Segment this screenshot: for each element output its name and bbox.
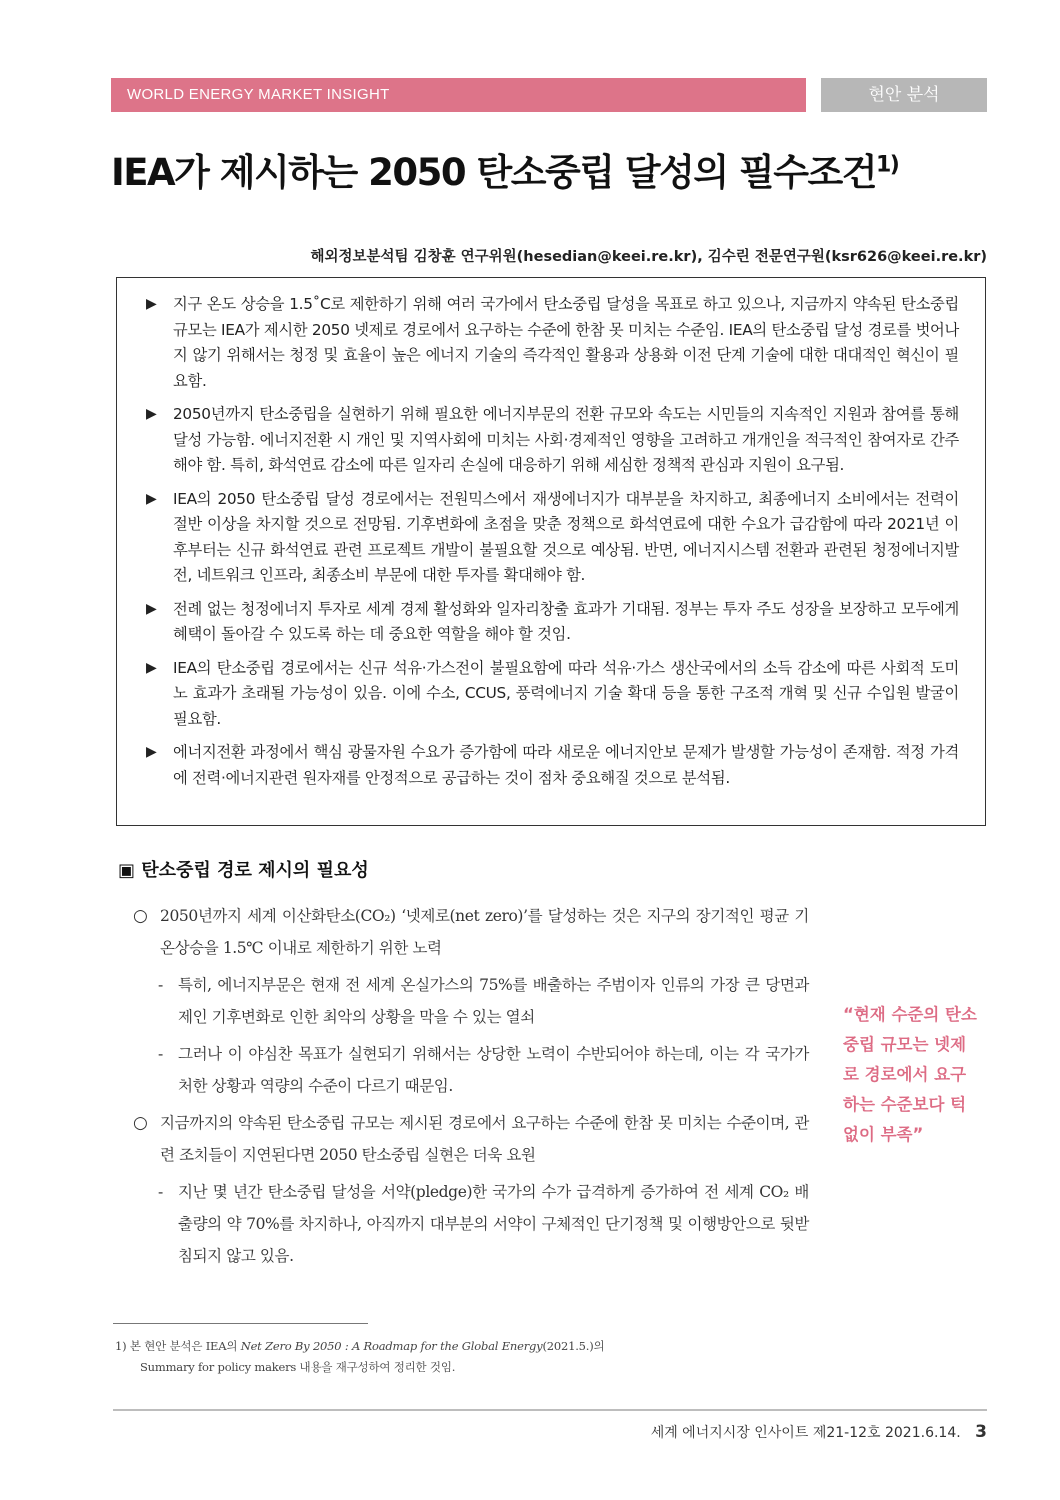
paragraph-text: 2050년까지 세계 이산화탄소(CO₂) ‘넷제로(net zero)’를 달성하는 것은 지구의 장기적인 평균 기온상승을 1.5℃ 이내로 제한하기 위한 노력 <box>160 907 809 957</box>
triangle-bullet-icon: ▶ <box>146 659 157 676</box>
section-title: 탄소중립 경로 제시의 필요성 <box>141 860 369 881</box>
summary-text: 전례 없는 청정에너지 투자로 세계 경제 활성화와 일자리창출 효과가 기대됨. 정부는 투자 주도 성장을 보장하고 모두에게 혜택이 돌아갈 수 있도록 하는 데 중요한 역할을 해야 할 것임. <box>173 599 959 643</box>
sub-paragraph-text: 특히, 에너지부문은 현재 전 세계 온실가스의 75%를 배출하는 주범이자 인류의 가장 큰 당면과제인 기후변화로 인한 최악의 상황을 막을 수 있는 열쇠 <box>178 976 809 1026</box>
square-marker-icon: ▣ <box>118 860 136 881</box>
summary-item <box>146 740 959 791</box>
section-heading <box>118 856 369 882</box>
sub-paragraph <box>133 1176 809 1272</box>
footnote-suffix: (2021.5.)의 <box>542 1339 605 1353</box>
title-footnote-mark[interactable]: 1) <box>875 152 899 178</box>
footnote-source-title: Net Zero By 2050 : A Roadmap for the Global Energy <box>240 1339 543 1353</box>
sub-paragraph <box>133 969 809 1033</box>
footnote-line-2: Summary for policy makers 내용을 재구성하여 정리한 것임. <box>140 1360 456 1374</box>
sub-paragraph <box>133 1038 809 1102</box>
summary-box <box>116 277 986 826</box>
triangle-bullet-icon: ▶ <box>146 406 157 422</box>
authors-line: 해외정보분석팀 김창훈 연구위원(hesedian@keei.re.kr), 김수린 전문연구원(ksr626@keei.re.kr) <box>310 249 987 265</box>
triangle-bullet-icon: ▶ <box>146 296 157 312</box>
footnote-prefix: 본 현안 분석은 IEA의 <box>129 1339 238 1353</box>
paragraph <box>133 1107 809 1171</box>
dash-bullet-icon: - <box>158 1045 163 1063</box>
title-text: IEA가 제시하는 2050 탄소중립 달성의 필수조건 <box>111 151 876 194</box>
footer-divider <box>113 1409 987 1411</box>
page-title <box>111 142 991 196</box>
footnote-mark: 1) <box>115 1339 127 1353</box>
paragraph <box>133 900 809 964</box>
summary-text: IEA의 2050 탄소중립 달성 경로에서는 전원믹스에서 재생에너지가 대부분을 차지하고, 최종에너지 소비에서는 전력이 절반 이상을 차지할 것으로 전망됨. 기후변화에 초점을 맞춘 정책으로 화석연료에 대한 수요가 급감함에 따라 2021년 이후부터는 신규 화석연료 관련 프로젝트 개발이 불필요할 것으로 예상됨. 반면, 에너지시스템 전환과 관련된 청정에너지발전, 네트워크 인프라, 최종소비 부문에 대한 투자를 확대해야 함. <box>173 489 959 584</box>
summary-text: IEA의 탄소중립 경로에서는 신규 석유·가스전이 불필요함에 따라 석유·가스 생산국에서의 소득 감소에 따른 사회적 도미노 효과가 초래될 가능성이 있음. 이에 수소, CCUS, 풍력에너지 기술 확대 등을 통한 구조적 개혁 및 신규 수입원 발굴이 필요함. <box>173 658 959 728</box>
circle-bullet-icon: ○ <box>133 1113 148 1133</box>
summary-item <box>146 402 959 479</box>
circle-bullet-icon: ○ <box>133 906 148 926</box>
summary-item <box>146 597 959 648</box>
triangle-bullet-icon: ▶ <box>146 490 157 507</box>
body-text <box>133 900 809 1277</box>
footnote-divider <box>113 1323 368 1324</box>
triangle-bullet-icon: ▶ <box>146 744 157 760</box>
dash-bullet-icon: - <box>158 1183 163 1201</box>
triangle-bullet-icon: ▶ <box>146 600 157 617</box>
summary-item <box>146 656 959 733</box>
footer-issue: 제21-12호 2021.6.14. <box>812 1425 961 1441</box>
sub-paragraph-text: 지난 몇 년간 탄소중립 달성을 서약(pledge)한 국가의 수가 급격하게 증가하여 전 세계 CO₂ 배출량의 약 70%를 차지하나, 아직까지 대부분의 서약이 구체적인 단기정책 및 이행방안으로 뒷받침되지 않고 있음. <box>178 1183 809 1265</box>
footnote <box>115 1336 815 1378</box>
summary-text: 지구 온도 상승을 1.5˚C로 제한하기 위해 여러 국가에서 탄소중립 달성을 목표로 하고 있으나, 지금까지 약속된 탄소중립 규모는 IEA가 제시한 2050 넷제로 경로에서 요구하는 수준에 한참 못 미치는 수준임. IEA의 탄소중립 달성 경로를 벗어나지 않기 위해서는 청정 및 효율이 높은 에너지 기술의 즉각적인 활용과 상용화 이전 단계 기술에 대한 대대적인 혁신이 필요함. <box>173 295 959 390</box>
series-header: WORLD ENERGY MARKET INSIGHT <box>111 78 806 112</box>
page-number: 3 <box>975 1422 987 1442</box>
dash-bullet-icon: - <box>158 976 163 994</box>
footer-publication: 세계 에너지시장 인사이트 <box>650 1425 809 1441</box>
summary-item <box>146 292 959 394</box>
pull-quote: “현재 수준의 탄소중립 규모는 넷제로 경로에서 요구하는 수준보다 턱없이 부족” <box>843 1005 977 1144</box>
footnote-line <box>115 1336 815 1357</box>
page-footer <box>651 1422 987 1442</box>
summary-item <box>146 487 959 589</box>
paragraph-text: 지금까지의 약속된 탄소중립 규모는 제시된 경로에서 요구하는 수준에 한참 못 미치는 수준이며, 관련 조치들이 지연된다면 2050 탄소중립 실현은 더욱 요원 <box>160 1114 809 1164</box>
summary-text: 에너지전환 과정에서 핵심 광물자원 수요가 증가함에 따라 새로운 에너지안보 문제가 발생할 가능성이 존재함. 적정 가격에 전력·에너지관련 원자재를 안정적으로 공급하는 것이 점차 중요해질 것으로 분석됨. <box>173 743 959 787</box>
sub-paragraph-text: 그러나 이 야심찬 목표가 실현되기 위해서는 상당한 노력이 수반되어야 하는데, 이는 각 국가가 처한 상황과 역량의 수준이 다르기 때문임. <box>178 1045 809 1095</box>
category-badge: 현안 분석 <box>821 78 987 112</box>
summary-text: 2050년까지 탄소중립을 실현하기 위해 필요한 에너지부문의 전환 규모와 속도는 시민들의 지속적인 지원과 참여를 통해 달성 가능함. 에너지전환 시 개인 및 지역사회에 미치는 사회·경제적인 영향을 고려하고 개개인을 적극적인 참여자로 간주해야 함. 특히, 화석연료 감소에 따른 일자리 손실에 대응하기 위해 세심한 정책적 관심과 지원이 요구됨. <box>173 405 959 474</box>
